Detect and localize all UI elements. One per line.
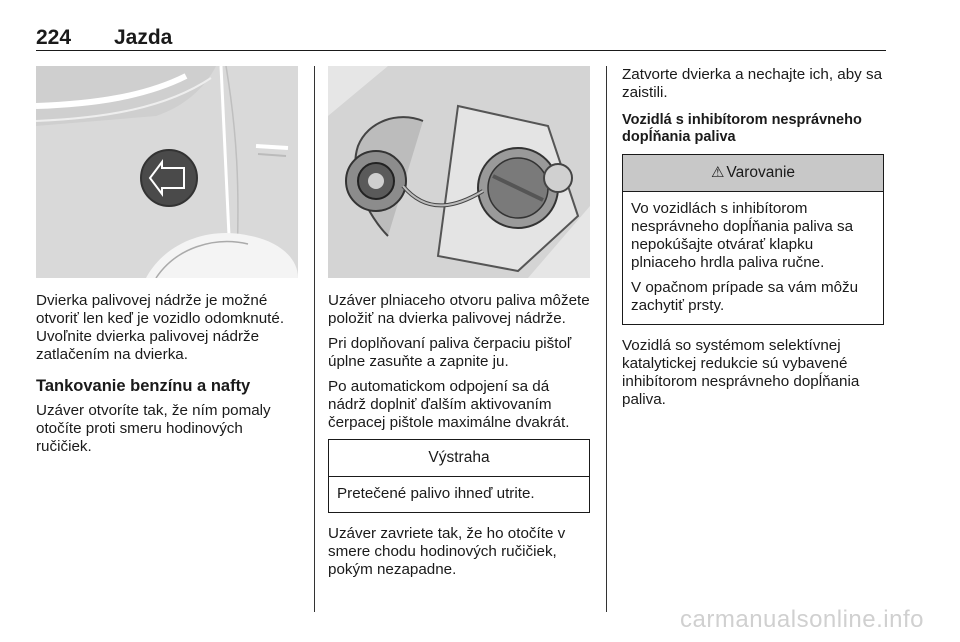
caution-box xyxy=(328,439,590,513)
paragraph: Pri doplňovaní paliva čerpaciu pištoľ úplne zasuňte a zapnite ju. xyxy=(328,335,572,370)
warning-text: V opačnom prípade sa vám môžu zachytiť prsty. xyxy=(631,279,859,314)
fuel-flap-illustration xyxy=(36,66,298,278)
fuel-cap-drawing xyxy=(328,66,590,278)
heading-refueling: Tankovanie benzínu a nafty xyxy=(36,377,251,395)
caution-text: Pretečené palivo ihneď utrite. xyxy=(337,485,535,502)
section-title: Jazda xyxy=(114,26,173,49)
paragraph: Uzáver otvoríte tak, že ním pomaly otočíte proti smeru hodinových ručičiek. xyxy=(36,402,271,455)
warning-title: Varovanie xyxy=(726,164,796,181)
warning-text: Vo vozidlách s inhibítorom nesprávneho dopĺňania paliva sa nepokúšajte otvárať klapku plniaceho hrdla paliva ručne. xyxy=(631,200,854,271)
page-header xyxy=(36,26,886,52)
column-3 xyxy=(622,66,884,416)
fuel-cap-illustration xyxy=(328,66,590,278)
page-number: 224 xyxy=(36,26,72,49)
caution-title: Výstraha xyxy=(329,440,589,477)
column-2 xyxy=(328,66,590,586)
fuel-flap-drawing xyxy=(36,66,298,278)
paragraph: Vozidlá so systémom selektívnej katalytickej redukcie sú vybavené inhibítorom nesprávneho dopĺňania paliva. xyxy=(622,337,860,408)
column-1 xyxy=(36,66,298,463)
column-divider-1 xyxy=(314,66,315,612)
paragraph: Uzáver zavriete tak, že ho otočíte v smere chodu hodinových ručičiek, pokým nezapadne. xyxy=(328,525,566,578)
column-divider-2 xyxy=(606,66,607,612)
paragraph: Uzáver plniaceho otvoru paliva môžete položiť na dvierka palivovej nádrže. xyxy=(328,292,590,327)
paragraph: Dvierka palivovej nádrže je možné otvoriť len keď je vozidlo odomknuté. Uvoľnite dvierka palivovej nádrže zatlačením na dvierka. xyxy=(36,292,285,363)
paragraph: Zatvorte dvierka a nechajte ich, aby sa zaistili. xyxy=(622,66,883,101)
warning-header xyxy=(623,155,883,192)
subheading-misfuel-inhibitor: Vozidlá s inhibítorom nesprávneho dopĺňania paliva xyxy=(622,112,862,145)
warning-triangle-icon: ⚠ xyxy=(710,164,725,181)
paragraph: Po automatickom odpojení sa dá nádrž doplniť ďalším aktivovaním čerpacej pištole maximálne dvakrát. xyxy=(328,378,570,431)
header-rule xyxy=(36,50,886,51)
watermark: carmanualsonline.info xyxy=(680,606,924,633)
warning-box xyxy=(622,154,884,325)
